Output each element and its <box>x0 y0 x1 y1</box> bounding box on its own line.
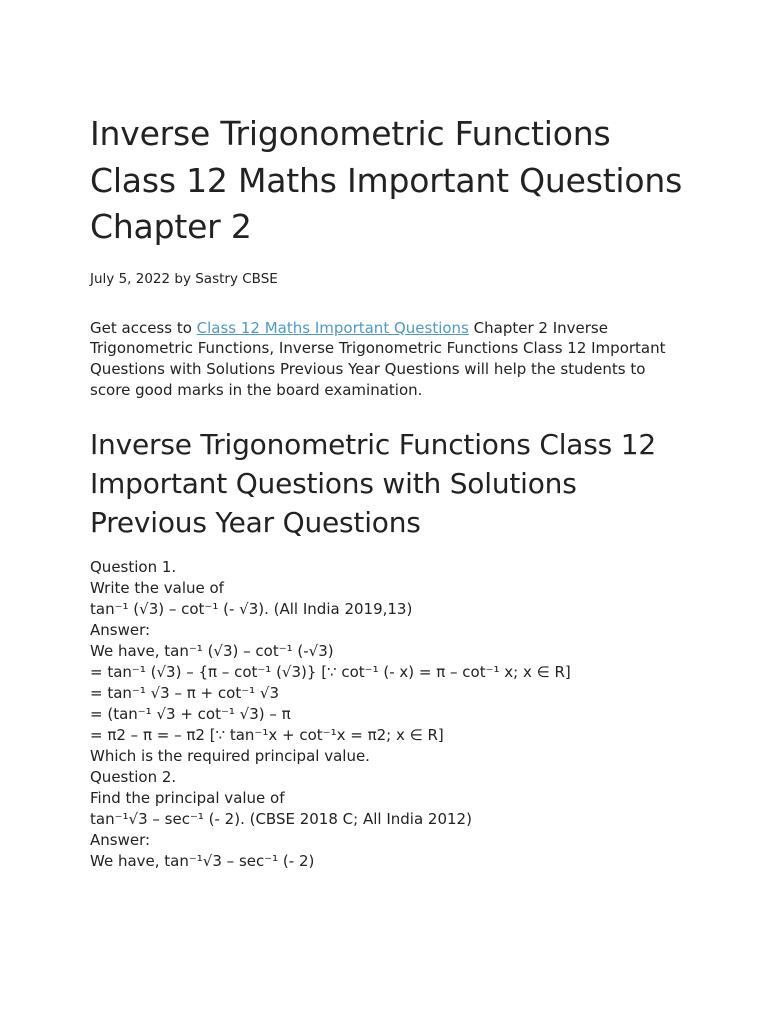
answer-1-step-1: We have, tan⁻¹ (√3) – cot⁻¹ (-√3) <box>90 641 334 660</box>
question-2-expression: tan⁻¹√3 – sec⁻¹ (- 2). (CBSE 2018 C; All India 2012) <box>90 809 472 828</box>
answer-2-step-1: We have, tan⁻¹√3 – sec⁻¹ (- 2) <box>90 851 315 870</box>
answer-1-step-4: = (tan⁻¹ √3 + cot⁻¹ √3) – π <box>90 704 291 723</box>
question-1-prompt: Write the value of <box>90 578 224 597</box>
intro-text-end: Chapter 2 Inverse Trigonometric Functions, Inverse Trigonometric Functions Class 12 Important Questions with Solutions Previous Year Questions will help the students to score good marks in the board examination. <box>90 318 666 399</box>
question-2-prompt: Find the principal value of <box>90 788 285 807</box>
intro-text-start: Get access to <box>90 318 197 337</box>
intro-paragraph <box>90 318 690 401</box>
answer-1-step-5: = π2 – π = – π2 [∵ tan⁻¹x + cot⁻¹x = π2; x ∈ R] <box>90 725 444 744</box>
answer-2-label: Answer: <box>90 830 151 849</box>
question-2-label: Question 2. <box>90 767 177 786</box>
question-1-expression: tan⁻¹ (√3) – cot⁻¹ (- √3). (All India 2019,13) <box>90 599 413 618</box>
answer-1-step-2: = tan⁻¹ (√3) – {π – cot⁻¹ (√3)} [∵ cot⁻¹ (- x) = π – cot⁻¹ x; x ∈ R] <box>90 662 571 681</box>
article <box>90 111 690 872</box>
answer-1-label: Answer: <box>90 620 151 639</box>
class-12-maths-link[interactable]: Class 12 Maths Important Questions <box>196 318 469 337</box>
section-heading: Inverse Trigonometric Functions Class 12 Important Questions with Solutions Previous Year Questions <box>90 427 656 539</box>
question-1-label: Question 1. <box>90 557 177 576</box>
page-title: Inverse Trigonometric Functions Class 12 Maths Important Questions Chapter 2 <box>90 114 683 246</box>
answer-1-step-3: = tan⁻¹ √3 – π + cot⁻¹ √3 <box>90 683 279 702</box>
answer-1-conclusion: Which is the required principal value. <box>90 746 370 765</box>
questions-block <box>90 557 690 872</box>
byline: July 5, 2022 by Sastry CBSE <box>90 270 278 287</box>
